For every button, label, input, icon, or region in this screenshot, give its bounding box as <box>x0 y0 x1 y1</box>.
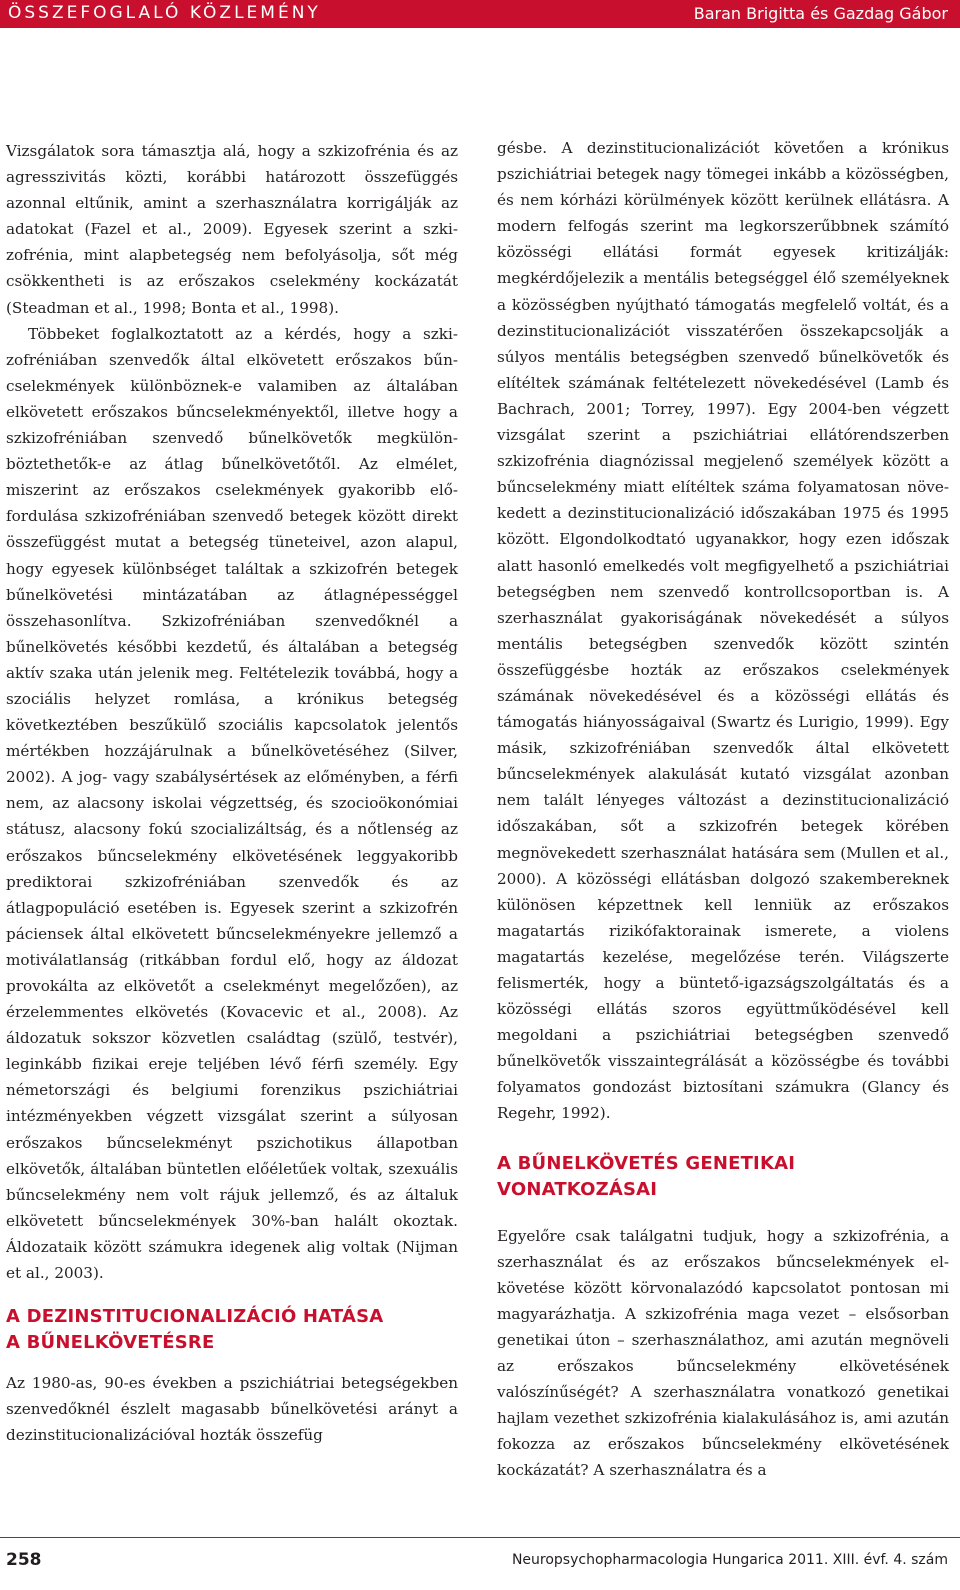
section-heading-line: A BŰNELKÖVETÉSRE <box>6 1332 215 1354</box>
page-number: 258 <box>6 1550 42 1570</box>
right-column <box>497 135 949 1484</box>
paragraph: Többeket foglalkoztatott az a kérdés, hogy a szkizofréniában szenvedők által elkövetett erőszakos bűncselekmények különböznek-e valamiben az általában elkövetett erőszakos bűncselekményektől, illetve hogy a szkizofréniában szenvedő bűnelkövetők megkülönböztethetők-e az átlag bűnelkövetőtől. Az elmélet, miszerint az erőszakos cselekmények gyakoribb előfordulása szkizofréniában szenvedő betegek között direkt összefüggést mutat a betegség tüneteivel, azon alapul, hogy egyesek különbséget találtak a szkizofrén betegek bűnelkövetési mintázatában az átlagnépességgel összehasonlítva. Szkizofréniában szenvedőknél a bűnelkövetés későbbi kezdetű, és általában a betegség aktív szaka után jelenik meg. Feltételezik továbbá, hogy a szociális helyzet romlása, a krónikus betegség következtében beszűkülő szociális kapcsolatok jelentős mértékben hozzájárulnak a bűnelkövetéséhez (Silver, 2002). A jog- vagy szabálysértések az előményben, a férfi nem, az alacsony iskolai végzettség, és szocioökonómiai státusz, alacsony fokú szocializáltság, és a nőtlenség az erőszakos bűncselekmény elkövetésének leggyakoribb prediktorai szkizofréniában szenvedők és az átlagpopuláció esetében is. Egyesek szerint a szkizofrén páciensek által elkövetett bűncselekményekre jellemző a motiválatlanság (ritkábban fordul elő, hogy az áldozat provokálta az elkövetőt a cselekményt megelőzően), az érzelemmentes elkövetés (Kovacevic et al., 2008). Az áldozatuk sokszor közvetlen családtag (szülő, testvér), leginkább fizikai ereje teljében lévő férfi személy. Egy németországi és belgiumi forenzikus pszichiátriai intézményekben végzett vizsgálat szerint a súlyosan erőszakos bűncselekményt pszichotikus állapotban elkövetők, általában büntetlen előéletűek voltak, szexuális bűncselekmény nem volt rájuk jellemző, és az általuk elkövetett bűncselekmények 30%-ban halált okoztak. Áldozataik között számukra idegenek alig voltak (Nijman et al., 2003). <box>6 324 458 1283</box>
footer-divider <box>0 1537 960 1538</box>
paragraph: gésbe. A dezinstitucionalizációt követően a krónikus pszichiátriai betegek nagy tömegei inkább a közösségben, és nem kórházi körülmények között kerülnek ellátásra. A modern felfogás szerint ma legkorszerűbbnek számító közösségi ellátási formát egyesek kritizálják: megkérdőjelezik a mentális betegséggel élő személyeknek a közösségben nyújtható támogatás megfelelő voltát, és a dezinstitucionalizációt visszatérően összekapcsolják a súlyos mentális betegségben szenvedő bűnelkövetők és elítéltek számának feltételezett növekedésével (Lamb és Bachrach, 2001; Torrey, 1997). Egy 2004-ben végzett vizsgálat szerint a pszichiátriai ellátórendszerben szkizofrénia diagnózissal megjelenő személyek között a bűncselekmény miatt elítéltek száma folyamatosan növekedett a dezinstitucionalizáció időszakában 1975 és 1995 között. Elgondolkodtató ugyanakkor, hogy ezen időszak alatt hasonló emelkedés volt megfigyelhető a pszichiátriai betegségben nem szenvedő kontrollcsoportban is. A szerhasználat gyakoriságának növekedését a súlyos mentális betegségben szenvedők között szintén összefüggésbe hozták az erőszakos cselekmények számának növekedésével és a közösségi ellátás és támogatás hiányosságaival (Swartz és Lurigio, 1999). Egy másik, szkizofréniában szenvedők által elkövetett bűncselekmények alakulását kutató vizsgálat azonban nem talált lényeges változást a dezinstitucionalizáció időszakában, sőt a szkizofrén betegek körében megnövekedett szerhasználat hatására sem (Mullen et al., 2000). A közösségi ellátásban dolgozó szakembereknek különösen képzettnek kell lenniük az erőszakos magatartás rizikófaktorainak ismerete, a violens magatartás kezelése, megelőzése terén. Világszerte felismerték, hogy a büntető-igazságszolgáltatás és a közösségi ellátás szoros együttműködésével kell megoldani a pszichiátriai betegségben szenvedő bűnelkövetők visszaintegrálását a közösségbe és további folyamatos gondozást biztosítani számukra (Glancy és Regehr, 1992). <box>497 139 949 1123</box>
paragraph: Egyelőre csak találgatni tudjuk, hogy a szkizofrénia, a szerhasználat és az erőszakos bűncselekmények elkövetése között körvonalazódó kapcsolatot pontosan mi magyarázhatja. A szkizofrénia maga vezet – elsősorban genetikai úton – szerhasználathoz, ami azután megnöveli az erőszakos bűncselekmény elkövetésének valószínűségét? A szerhasználatra vonatkozó genetikai hajlam vezethet szkizofrénia kialakulásához is, ami azután fokozza az erőszakos bűncselekmény elkövetésének kockázatát? A szerhasználatra és a <box>497 1226 949 1480</box>
section-heading-line: A DEZINSTITUCIONALIZÁCIÓ HATÁSA <box>6 1306 384 1328</box>
header-bar <box>0 0 960 28</box>
left-column <box>6 138 458 1448</box>
section-label: ÖSSZEFOGLALÓ KÖZLEMÉNY <box>8 3 321 23</box>
journal-citation: Neuropsychopharmacologia Hungarica 2011. XIII. évf. 4. szám <box>511 1552 948 1568</box>
authors: Baran Brigitta és Gazdag Gábor <box>693 4 948 23</box>
paragraph: Az 1980-as, 90-es években a pszichiátriai betegségekben szenvedőknél észlelt magasabb bűnelkövetési arányt a dezinstitucionalizációval hozták összefüg <box>6 1374 458 1445</box>
section-heading: A BŰNELKÖVETÉS GENETIKAI VONATKOZÁSAI <box>497 1152 796 1200</box>
section-heading <box>6 1304 458 1356</box>
paragraph: Vizsgálatok sora támasztja alá, hogy a szkizofrénia és az agresszivitás közti, korábbi határozott összefüggés azonnal eltűnik, amint a szerhasználatra korrigálják az adatokat (Fazel et al., 2009). Egyesek szerint a szkizofrénia, mint alapbetegség nem befolyásolja, sőt még csökkentheti is az erőszakos cselekmény kockázatát (Steadman et al., 1998; Bonta et al., 1998). <box>6 142 458 317</box>
